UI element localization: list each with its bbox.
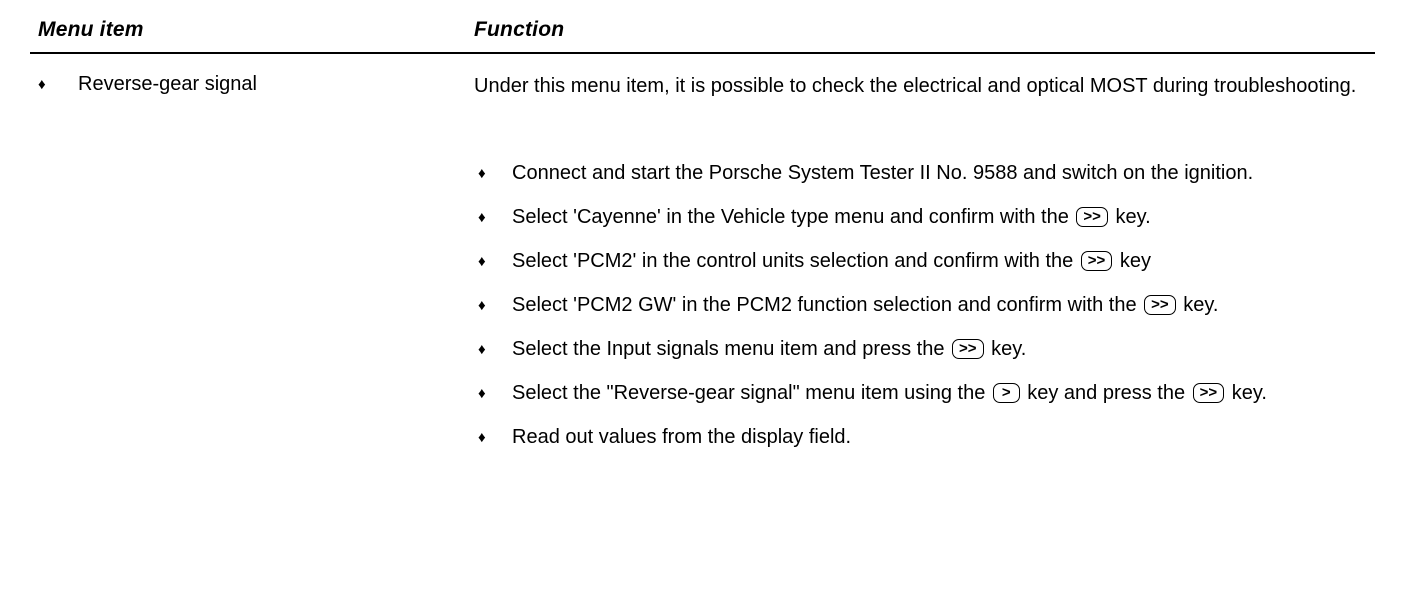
header-divider [30, 52, 1375, 54]
step-text: Select 'Cayenne' in the Vehicle type menu and confirm with the [512, 206, 1075, 228]
keycap-single-arrow-icon: > [993, 383, 1020, 403]
diamond-bullet-icon: ♦ [478, 253, 486, 270]
list-item [30, 70, 460, 98]
procedure-step [474, 245, 1392, 278]
keycap-double-arrow-icon: >> [1193, 383, 1225, 403]
step-text: key [1114, 250, 1152, 272]
step-text: key. [1226, 382, 1267, 404]
step-text: Select 'PCM2' in the control units selection and confirm with the [512, 250, 1079, 272]
diamond-bullet-icon: ♦ [478, 165, 486, 182]
menu-item-label: Reverse-gear signal [78, 73, 257, 95]
keycap-double-arrow-icon: >> [1081, 251, 1113, 271]
procedure-step [474, 377, 1392, 410]
step-text: key and press the [1021, 382, 1191, 404]
procedure-step [474, 333, 1392, 366]
step-text: Select 'PCM2 GW' in the PCM2 function selection and confirm with the [512, 294, 1143, 316]
menu-item-cell [30, 70, 460, 98]
step-text: key. [985, 338, 1027, 360]
diamond-bullet-icon: ♦ [478, 429, 486, 446]
keycap-double-arrow-icon: >> [1076, 207, 1108, 227]
step-text: Read out values from the display field. [512, 426, 852, 448]
diamond-bullet-icon: ♦ [478, 297, 486, 314]
diamond-bullet-icon: ♦ [38, 76, 46, 93]
procedure-step-list [474, 157, 1374, 454]
diamond-bullet-icon: ♦ [478, 209, 486, 226]
procedure-step [474, 157, 1392, 190]
step-text: key. [1177, 294, 1219, 316]
procedure-step [474, 201, 1392, 234]
step-text: Select the "Reverse-gear signal" menu item using the [512, 382, 991, 404]
procedure-step [474, 421, 1392, 454]
keycap-double-arrow-icon: >> [1144, 295, 1176, 315]
diamond-bullet-icon: ♦ [478, 385, 486, 402]
step-text: Connect and start the Porsche System Tester II No. 9588 and switch on the ignition. [512, 162, 1254, 184]
keycap-double-arrow-icon: >> [952, 339, 984, 359]
step-text: key. [1109, 206, 1151, 228]
function-description: Under this menu item, it is possible to check the electrical and optical MOST during troubleshooting. [474, 75, 1357, 97]
procedure-step [474, 289, 1392, 322]
function-cell [474, 70, 1374, 454]
table-header-row [30, 18, 1375, 50]
column-header-function: Function [474, 18, 565, 41]
step-text: Select the Input signals menu item and press the [512, 338, 951, 360]
diamond-bullet-icon: ♦ [478, 341, 486, 358]
column-header-menu-item: Menu item [38, 18, 144, 41]
